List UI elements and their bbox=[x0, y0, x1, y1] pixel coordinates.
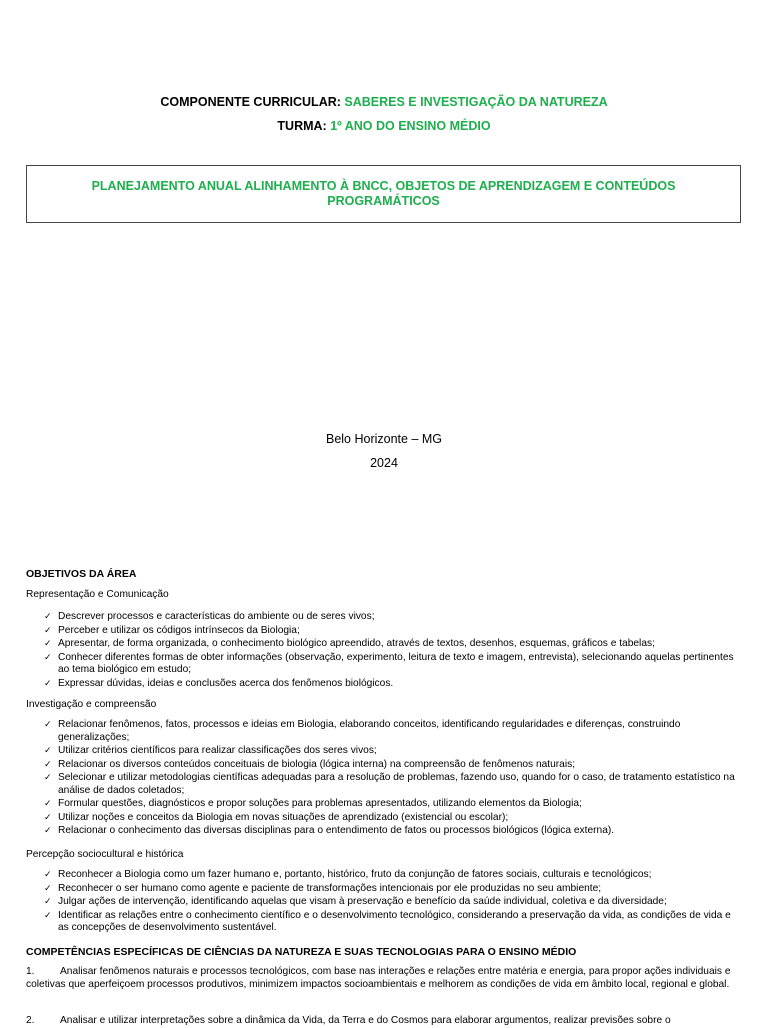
city: Belo Horizonte – MG bbox=[325, 432, 443, 446]
competency-item bbox=[26, 1015, 741, 1028]
check-icon: ✓ bbox=[44, 883, 52, 894]
check-icon: ✓ bbox=[44, 639, 52, 649]
competency-text: Analisar fenômenos naturais e processos tecnológicos, com base nas interações e relações entre matéria e energia, para propor ações individuais e coletivas que aperfeiçoem processos produtivos, minimizem impactos socioambientais e melhorem as condições de vida em âmbito local, regional e global. bbox=[26, 966, 731, 990]
competency-item bbox=[26, 966, 741, 991]
list-item: ✓ Relacionar fenômenos, fatos, processos e ideias em Biologia, elaborando conceitos, identificando regularidades e diferenças, construindo generalizações; bbox=[44, 719, 681, 743]
component-label: COMPONENTE CURRICULAR: bbox=[160, 95, 341, 109]
check-icon: ✓ bbox=[44, 746, 52, 756]
objective-list-investigation bbox=[44, 719, 744, 839]
list-item: ✓ Expressar dúvidas, ideias e conclusões acerca dos fenômenos biológicos. bbox=[44, 677, 394, 689]
group-title: Investigação e compreensão bbox=[26, 699, 157, 710]
list-item: ✓ Reconhecer a Biologia como um fazer humano e, portanto, histórico, fruto da conjunção de fatores sociais, culturais e tecnológicos; bbox=[44, 869, 652, 880]
check-icon: ✓ bbox=[44, 910, 52, 921]
check-icon: ✓ bbox=[44, 612, 52, 622]
group-title: Percepção sociocultural e histórica bbox=[26, 849, 184, 860]
list-item: ✓ Relacionar o conhecimento das diversas disciplinas para o entendimento de fatos ou processos biológicos (lógica externa). bbox=[44, 825, 615, 836]
check-icon: ✓ bbox=[44, 773, 52, 783]
objective-list-sociocultural bbox=[44, 869, 744, 936]
check-icon: ✓ bbox=[44, 625, 52, 636]
class-value: 1º ANO DO ENSINO MÉDIO bbox=[330, 119, 491, 133]
list-item: ✓ Formular questões, diagnósticos e propor soluções para problemas apresentados, utilizando elementos da Biologia; bbox=[44, 798, 582, 809]
objectives-title: OBJETIVOS DA ÁREA bbox=[26, 568, 137, 580]
list-item: ✓ Utilizar noções e conceitos da Biologia em novas situações de aprendizado (existencial ou escolar); bbox=[44, 811, 509, 823]
objective-list-representation bbox=[44, 611, 744, 691]
component-value: SABERES E INVESTIGAÇÃO DA NATUREZA bbox=[344, 95, 608, 109]
list-item: ✓ Relacionar os diversos conteúdos conceituais de biologia (lógica interna) na compreensão de fenômenos naturais; bbox=[44, 758, 576, 770]
list-item: ✓ Descrever processos e características do ambiente ou de seres vivos; bbox=[44, 611, 375, 622]
check-icon: ✓ bbox=[44, 652, 52, 663]
check-icon: ✓ bbox=[44, 870, 52, 880]
class-line bbox=[0, 119, 768, 133]
list-item: ✓ Perceber e utilizar os códigos intrínsecos da Biologia; bbox=[44, 624, 300, 636]
check-icon: ✓ bbox=[44, 678, 52, 689]
check-icon: ✓ bbox=[44, 720, 52, 730]
competencies-title: COMPETÊNCIAS ESPECÍFICAS DE CIÊNCIAS DA NATUREZA E SUAS TECNOLOGIAS PARA O ENSINO MÉDIO bbox=[26, 946, 577, 958]
competency-text: Analisar e utilizar interpretações sobre a dinâmica da Vida, da Terra e do Cosmos para elaborar argumentos, realizar previsões sobre o bbox=[60, 1015, 671, 1026]
list-item: ✓ Reconhecer o ser humano como agente e paciente de transformações intencionais por ele produzidas no seu ambiente; bbox=[44, 882, 602, 894]
check-icon: ✓ bbox=[44, 826, 52, 836]
check-icon: ✓ bbox=[44, 799, 52, 809]
list-item: ✓ Julgar ações de intervenção, identificando aquelas que visam à preservação e benefício da saúde individual, coletiva e da diversidade; bbox=[44, 896, 667, 907]
list-item: ✓ Apresentar, de forma organizada, o conhecimento biológico apreendido, através de textos, desenhos, esquemas, gráficos e tabelas; bbox=[44, 638, 655, 649]
planning-title-box bbox=[26, 165, 741, 223]
check-icon: ✓ bbox=[44, 812, 52, 823]
list-item: ✓ Selecionar e utilizar metodologias científicas adequadas para a resolução de problemas, fazendo uso, quando for o caso, de tratamento estatístico na análise de dados coletados; bbox=[44, 772, 735, 796]
check-icon: ✓ bbox=[44, 897, 52, 907]
component-line bbox=[0, 95, 768, 109]
list-item: ✓ Conhecer diferentes formas de obter informações (observação, experimento, leitura de texto e imagem, entrevista), selecionando aquelas pertinentes ao tema biológico em estudo; bbox=[44, 651, 734, 675]
check-icon: ✓ bbox=[44, 759, 52, 770]
group-title: Representação e Comunicação bbox=[26, 589, 169, 600]
competency-number: 1. bbox=[26, 966, 35, 977]
class-label: TURMA: bbox=[277, 119, 327, 133]
year: 2024 bbox=[370, 456, 398, 470]
planning-title-line2: PROGRAMÁTICOS bbox=[327, 194, 440, 208]
planning-title-line1: PLANEJAMENTO ANUAL ALINHAMENTO À BNCC, OBJETOS DE APRENDIZAGEM E CONTEÚDOS bbox=[91, 179, 676, 193]
competency-number: 2. bbox=[26, 1015, 35, 1026]
list-item: ✓ Utilizar critérios científicos para realizar classificações dos seres vivos; bbox=[44, 745, 377, 756]
list-item: ✓ Identificar as relações entre o conhecimento científico e o desenvolvimento tecnológico, considerando a preservação da vida, as condições de vida e as concepções de desenvolvimento sustentável. bbox=[44, 909, 731, 933]
